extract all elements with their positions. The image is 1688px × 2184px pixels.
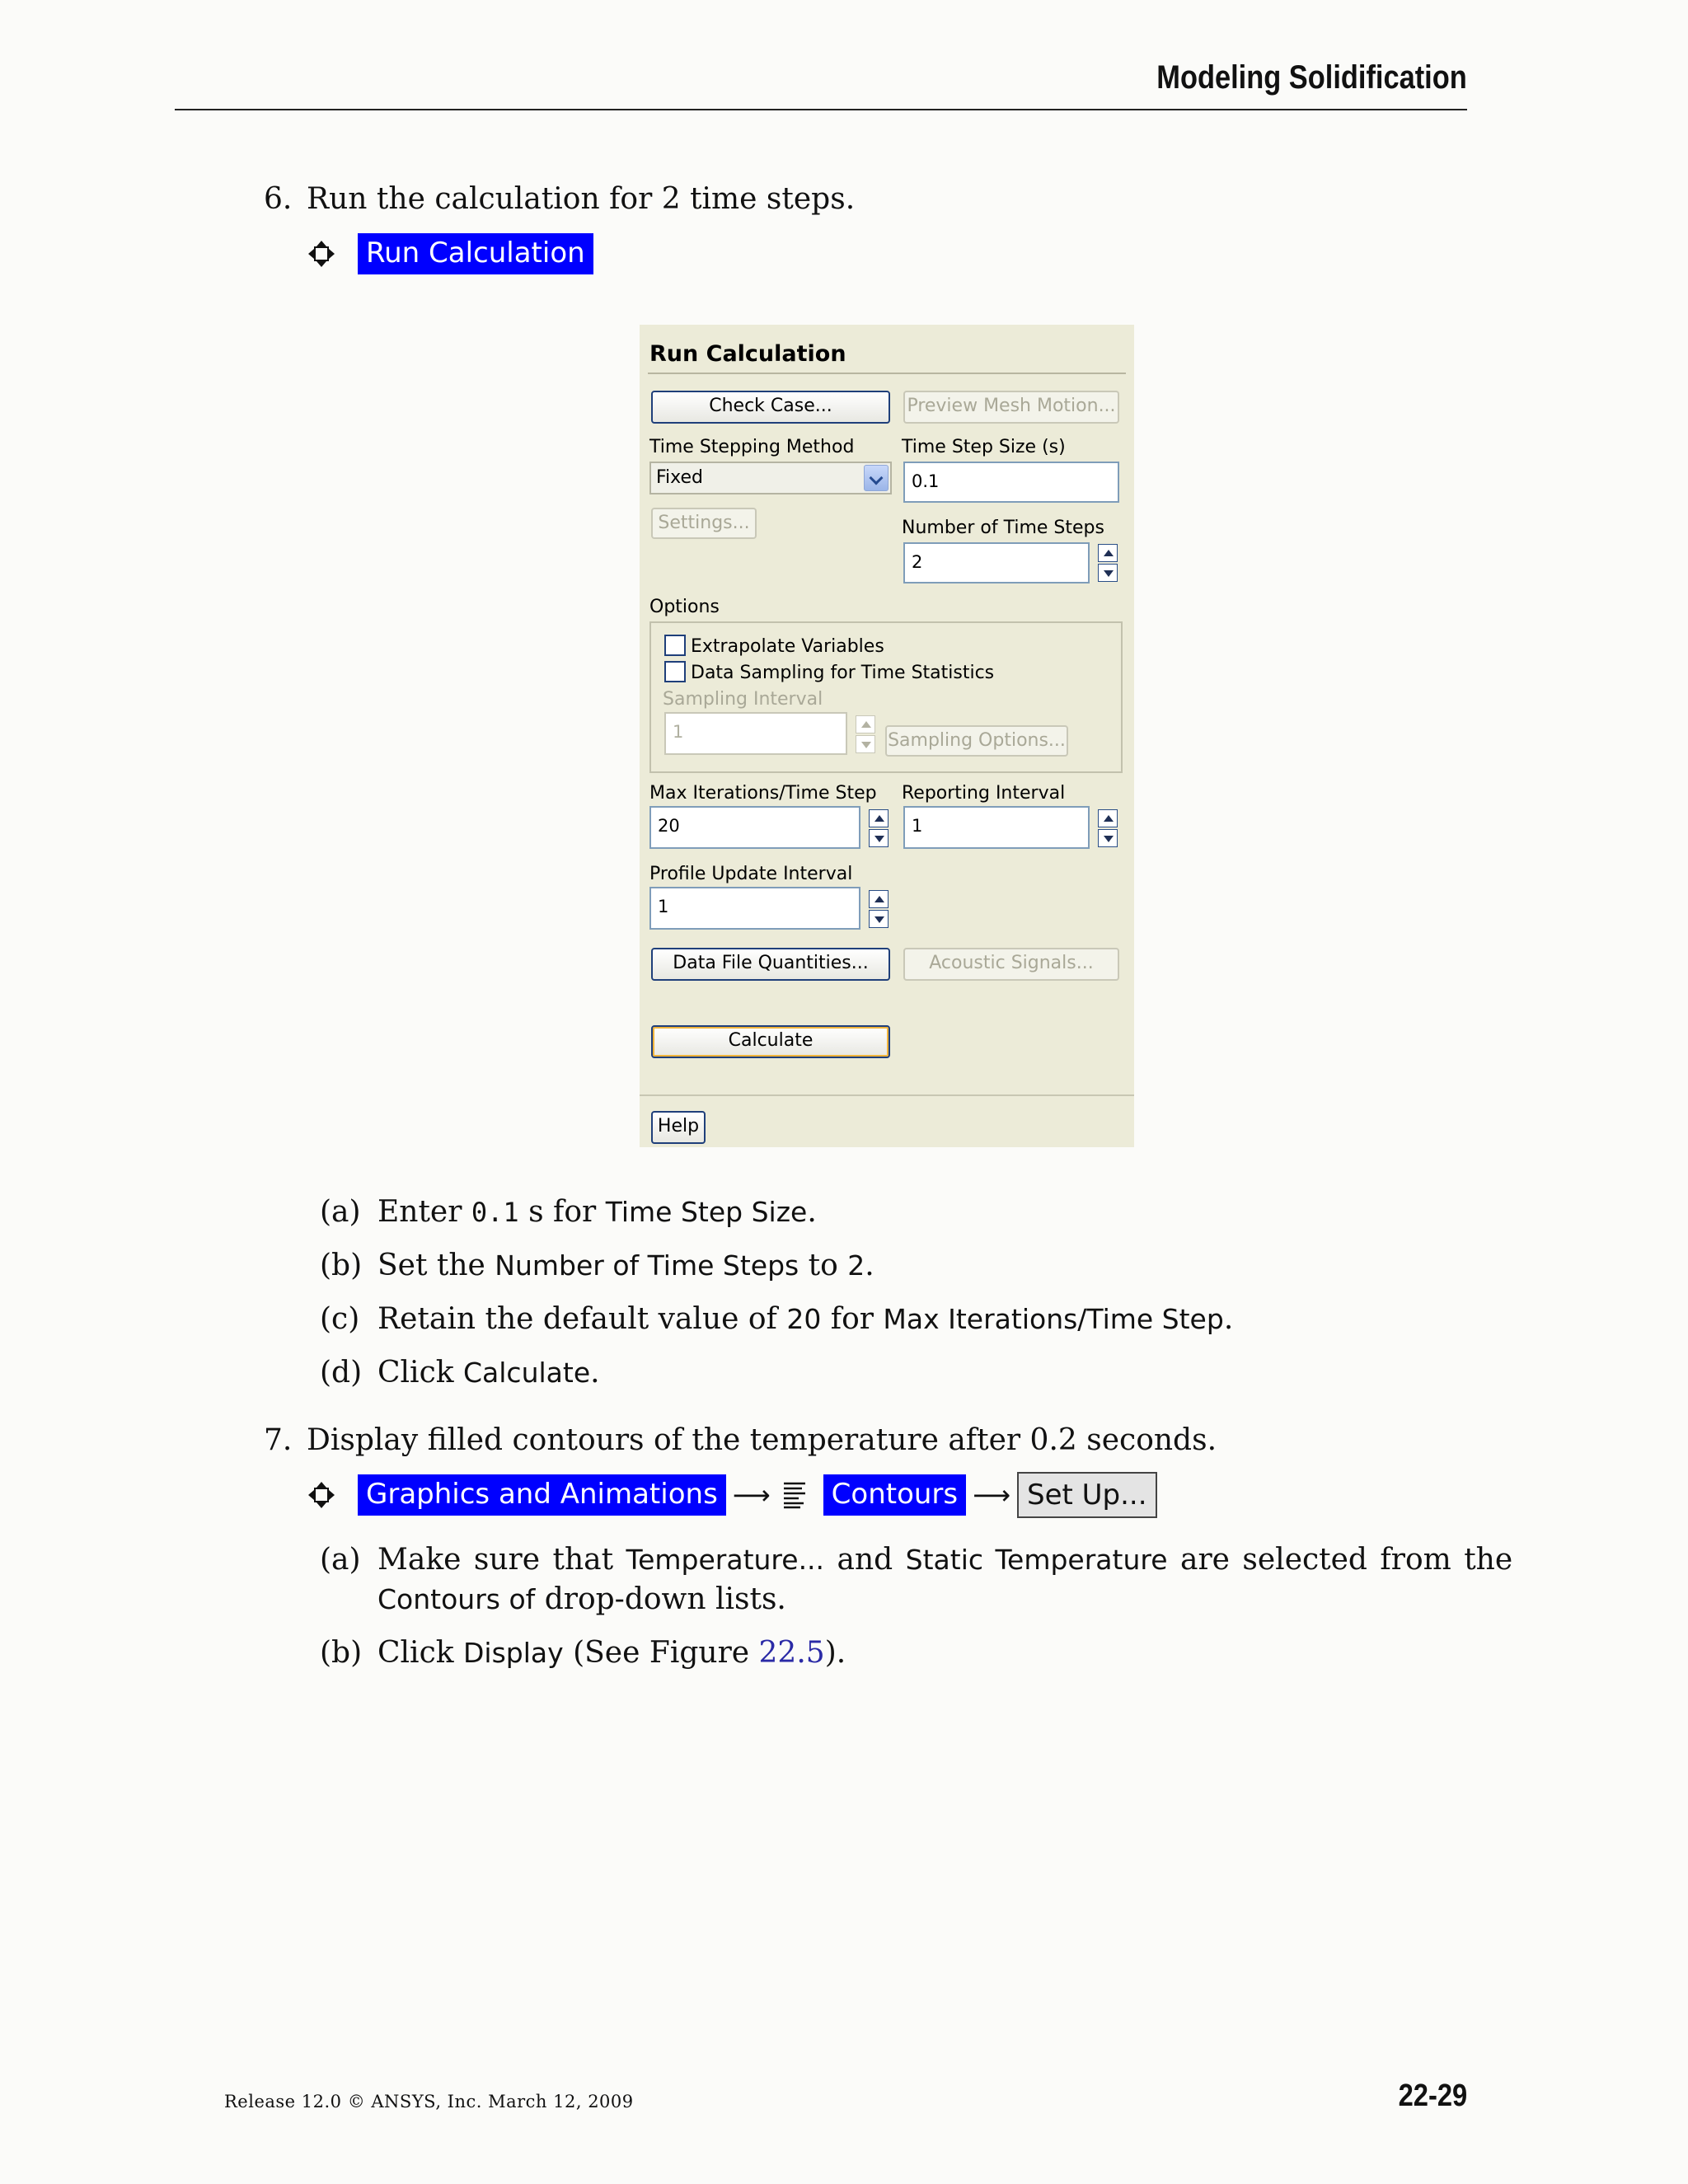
spin-up-icon[interactable] bbox=[1098, 809, 1118, 827]
profile-update-interval-field[interactable]: 1 bbox=[649, 887, 860, 930]
number-of-time-steps-spinner[interactable] bbox=[1098, 544, 1118, 582]
gui-term: Time Step Size bbox=[605, 1196, 808, 1228]
preview-mesh-motion-button[interactable]: Preview Mesh Motion... bbox=[903, 391, 1119, 424]
bottom-divider bbox=[640, 1094, 1134, 1096]
chevron-down-icon[interactable] bbox=[864, 465, 889, 491]
text: . bbox=[865, 1249, 874, 1282]
spin-down-icon[interactable] bbox=[1098, 829, 1118, 847]
nav-path-run-calculation bbox=[307, 231, 593, 277]
profile-update-interval-spinner[interactable] bbox=[869, 890, 889, 928]
reporting-interval-spinner[interactable] bbox=[1098, 809, 1118, 847]
arrow-icon: ⟶ bbox=[732, 1479, 771, 1511]
number-of-time-steps-field[interactable]: 2 bbox=[903, 542, 1090, 583]
text: for bbox=[821, 1302, 884, 1336]
step-number: 7. bbox=[264, 1423, 293, 1457]
text: are selected from the bbox=[1167, 1543, 1513, 1577]
text: Make sure that bbox=[377, 1543, 626, 1577]
step-text: Run the calculation for 2 time steps. bbox=[307, 182, 856, 216]
help-button[interactable]: Help bbox=[651, 1111, 706, 1144]
text: s for bbox=[518, 1195, 606, 1229]
spin-down-icon[interactable] bbox=[869, 910, 889, 928]
text: Set the bbox=[377, 1249, 495, 1282]
navigation-icon bbox=[307, 1480, 336, 1510]
gui-term: Number of Time Steps bbox=[495, 1249, 799, 1282]
substep-label: (c) bbox=[320, 1302, 360, 1336]
spin-down-icon[interactable] bbox=[856, 735, 875, 753]
spin-up-icon[interactable] bbox=[869, 890, 889, 908]
arrow-icon: ⟶ bbox=[973, 1479, 1010, 1511]
time-step-size-field[interactable]: 0.1 bbox=[903, 462, 1119, 503]
text: Click bbox=[377, 1636, 463, 1670]
number-of-time-steps-label: Number of Time Steps bbox=[902, 518, 1104, 538]
run-calculation-icon bbox=[307, 239, 336, 269]
time-stepping-method-value: Fixed bbox=[656, 467, 704, 488]
spin-up-icon[interactable] bbox=[1098, 544, 1118, 562]
substep-7a bbox=[320, 1540, 1513, 1622]
text: . bbox=[807, 1195, 817, 1229]
data-file-quantities-button[interactable]: Data File Quantities... bbox=[651, 948, 890, 981]
substep-label: (a) bbox=[320, 1543, 361, 1577]
nav-run-calculation[interactable]: Run Calculation bbox=[358, 233, 593, 274]
text: . bbox=[1223, 1302, 1234, 1336]
extrapolate-variables-label: Extrapolate Variables bbox=[691, 636, 884, 657]
text: ). bbox=[824, 1636, 846, 1670]
page-number: 22-29 bbox=[1398, 2079, 1467, 2113]
header-rule bbox=[175, 109, 1467, 110]
gui-term: Display bbox=[463, 1637, 564, 1669]
spin-down-icon[interactable] bbox=[869, 829, 889, 847]
calculate-button[interactable]: Calculate bbox=[651, 1025, 890, 1058]
extrapolate-variables-checkbox[interactable] bbox=[664, 635, 686, 656]
running-head: Modeling Solidification bbox=[1156, 59, 1467, 96]
spin-up-icon[interactable] bbox=[869, 809, 889, 827]
run-calculation-dialog bbox=[640, 325, 1134, 1147]
nav-contours[interactable]: Contours bbox=[823, 1474, 966, 1516]
acoustic-signals-button[interactable]: Acoustic Signals... bbox=[903, 948, 1119, 981]
step-text: Display filled contours of the temperature after 0.2 seconds. bbox=[307, 1423, 1217, 1457]
data-sampling-checkbox[interactable] bbox=[664, 661, 686, 682]
step-7 bbox=[264, 1422, 1217, 1459]
gui-term: Static Temperature bbox=[905, 1544, 1168, 1576]
substep-label: (d) bbox=[320, 1356, 363, 1390]
text: Click bbox=[377, 1356, 463, 1390]
text: Enter bbox=[377, 1195, 471, 1229]
figure-link[interactable]: 22.5 bbox=[758, 1636, 825, 1670]
set-up-button[interactable]: Set Up... bbox=[1017, 1472, 1157, 1518]
text: drop-down lists. bbox=[535, 1582, 786, 1616]
max-iterations-field[interactable]: 20 bbox=[649, 806, 860, 849]
text: and bbox=[824, 1543, 906, 1577]
nav-graphics-and-animations[interactable]: Graphics and Animations bbox=[358, 1474, 726, 1516]
reporting-interval-field[interactable]: 1 bbox=[903, 806, 1090, 849]
gui-term: Temperature... bbox=[626, 1544, 825, 1576]
gui-term: Max Iterations/Time Step bbox=[883, 1303, 1224, 1335]
sampling-interval-label: Sampling Interval bbox=[663, 689, 823, 710]
sampling-interval-spinner[interactable] bbox=[856, 715, 875, 753]
spin-down-icon[interactable] bbox=[1098, 564, 1118, 582]
max-iterations-spinner[interactable] bbox=[869, 809, 889, 847]
nav-path-contours bbox=[307, 1472, 1157, 1518]
step-6 bbox=[264, 181, 855, 218]
time-stepping-method-label: Time Stepping Method bbox=[649, 437, 855, 457]
substep-label: (b) bbox=[320, 1636, 363, 1670]
reporting-interval-label: Reporting Interval bbox=[902, 783, 1066, 804]
spin-up-icon[interactable] bbox=[856, 715, 875, 733]
substep-label: (a) bbox=[320, 1195, 361, 1229]
footer-release: Release 12.0 © ANSYS, Inc. March 12, 2009 bbox=[224, 2092, 634, 2111]
text: (See Figure bbox=[563, 1636, 759, 1670]
text: . bbox=[590, 1356, 600, 1390]
data-sampling-label: Data Sampling for Time Statistics bbox=[691, 663, 995, 683]
step-number: 6. bbox=[264, 182, 293, 216]
gui-term: Contours of bbox=[377, 1583, 536, 1615]
text: to bbox=[799, 1249, 848, 1282]
max-iterations-label: Max Iterations/Time Step bbox=[649, 783, 877, 804]
code-value: 0.1 bbox=[471, 1197, 519, 1228]
gui-term: 20 bbox=[786, 1303, 822, 1335]
gui-term: 2 bbox=[847, 1249, 865, 1282]
time-step-size-label: Time Step Size (s) bbox=[902, 437, 1066, 457]
check-case-button[interactable]: Check Case... bbox=[651, 391, 890, 424]
text: Retain the default value of bbox=[377, 1302, 787, 1336]
dialog-title: Run Calculation bbox=[649, 341, 846, 367]
sampling-interval-field[interactable]: 1 bbox=[664, 712, 847, 755]
time-stepping-method-select[interactable] bbox=[649, 462, 892, 494]
substep-label: (b) bbox=[320, 1249, 363, 1282]
sampling-options-button[interactable]: Sampling Options... bbox=[885, 725, 1068, 757]
gui-term: Calculate bbox=[463, 1357, 591, 1389]
contours-icon bbox=[782, 1481, 809, 1509]
title-divider bbox=[648, 373, 1126, 374]
settings-button[interactable]: Settings... bbox=[651, 508, 757, 539]
options-label: Options bbox=[649, 597, 720, 617]
profile-update-interval-label: Profile Update Interval bbox=[649, 864, 853, 884]
